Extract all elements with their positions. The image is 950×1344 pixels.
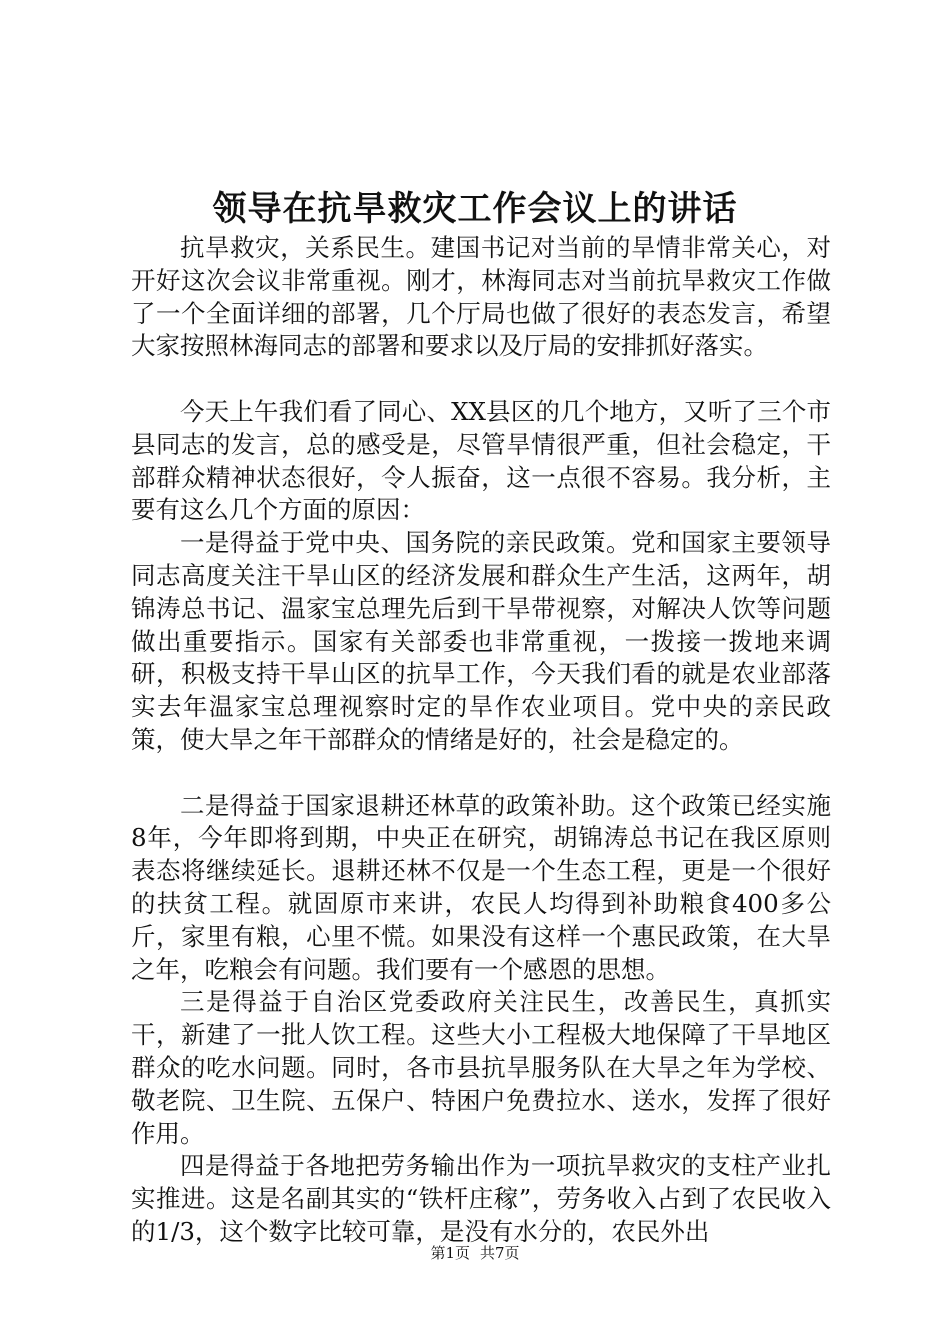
page-total: 共7页 bbox=[480, 1244, 520, 1262]
paragraph-2: 今天上午我们看了同心、XX县区的几个地方，又听了三个市县同志的发言，总的感受是，尽管旱情很严重，但社会稳定，干部群众精神状态很好，令人振奋，这一点很不容易。我分析，主要有这么几个方面的原因： bbox=[131, 396, 831, 525]
paragraph-1: 抗旱救灾，关系民生。建国书记对当前的旱情非常关心，对开好这次会议非常重视。刚才，林海同志对当前抗旱救灾工作做了一个全面详细的部署，几个厅局也做了很好的表态发言，希望大家按照林海同志的部署和要求以及厅局的安排抓好落实。 bbox=[131, 233, 831, 361]
document-body bbox=[131, 232, 831, 1249]
document-title: 领导在抗旱救灾工作会议上的讲话 bbox=[212, 189, 738, 229]
page-footer bbox=[0, 1243, 950, 1263]
paragraph-6: 四是得益于各地把劳务输出作为一项抗旱救灾的支柱产业扎实推进。这是名副其实的“铁杆庄稼”，劳务收入占到了农民收入的1/3，这个数字比较可靠，是没有水分的，农民外出 bbox=[131, 1151, 831, 1246]
page-number: 第1页 bbox=[430, 1244, 470, 1262]
paragraph-5: 三是得益于自治区党委政府关注民生，改善民生，真抓实干，新建了一批人饮工程。这些大小工程极大地保障了干旱地区群众的吃水问题。同时，各市县抗旱服务队在大旱之年为学校、敬老院、卫生院、五保户、特困户免费拉水、送水，发挥了很好作用。 bbox=[131, 987, 831, 1148]
paragraph-4: 二是得益于国家退耕还林草的政策补助。这个政策已经实施8年，今年即将到期，中央正在研究，胡锦涛总书记在我区原则表态将继续延长。退耕还林不仅是一个生态工程，更是一个很好的扶贫工程。就固原市来讲，农民人均得到补助粮食400多公斤，家里有粮，心里不慌。如果没有这样一个惠民政策，在大旱之年，吃粮会有问题。我们要有一个感恩的思想。 bbox=[131, 790, 831, 984]
paragraph-3: 一是得益于党中央、国务院的亲民政策。党和国家主要领导同志高度关注干旱山区的经济发展和群众生产生活，这两年，胡锦涛总书记、温家宝总理先后到干旱带视察，对解决人饮等问题做出重要指示。国家有关部委也非常重视，一拨接一拨地来调研，积极支持干旱山区的抗旱工作，今天我们看的就是农业部落实去年温家宝总理视察时定的旱作农业项目。党中央的亲民政策，使大旱之年干部群众的情绪是好的，社会是稳定的。 bbox=[131, 528, 831, 754]
